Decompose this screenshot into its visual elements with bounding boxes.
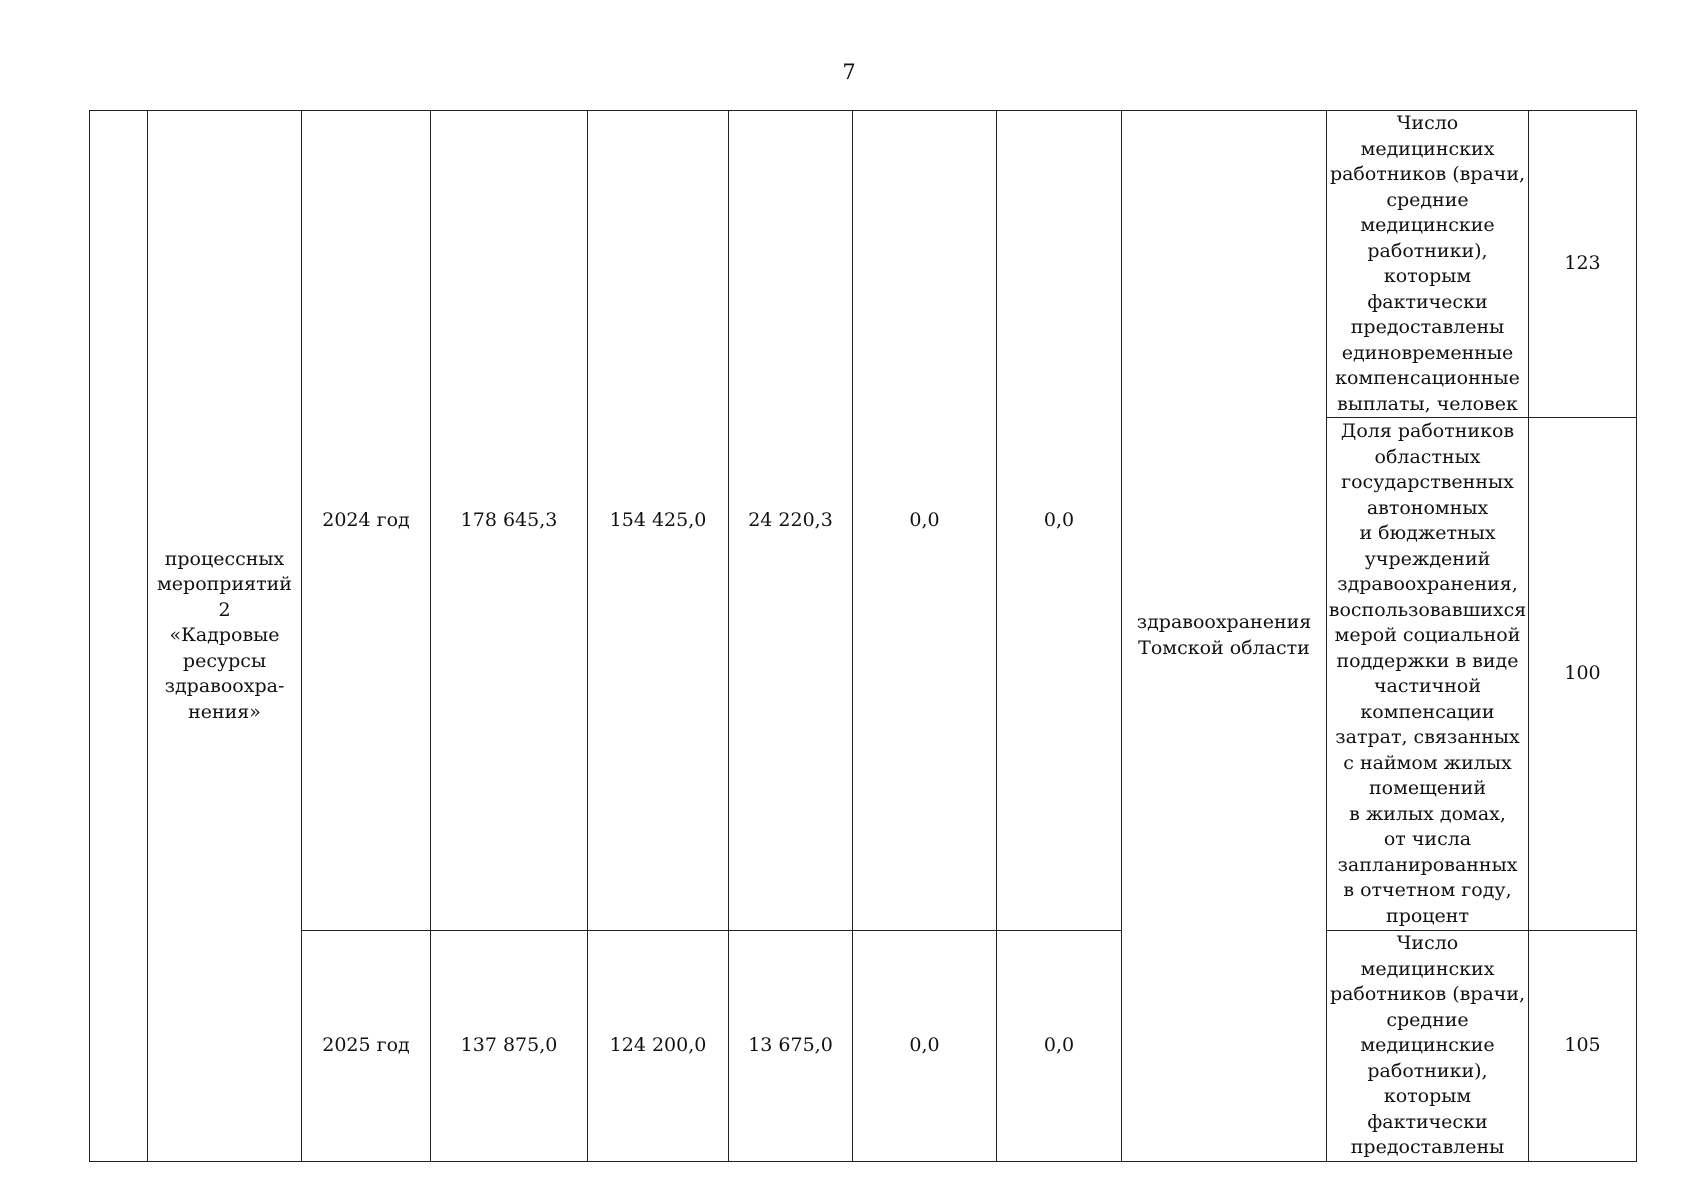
total-2024: 178 645,3	[460, 508, 558, 531]
federal-2024: 154 425,0	[609, 508, 707, 531]
indicator-value: 100	[1564, 662, 1601, 685]
total-cell	[431, 931, 588, 1162]
indicator-cell	[1327, 111, 1529, 418]
local-cell	[853, 111, 997, 931]
activity-name-cell	[148, 111, 302, 1162]
indicator-text: Число медицинских работников (врачи, средние медицинские работники), которым фактически предоставлены единовременные компенсационные выплаты, человек	[1329, 112, 1526, 415]
responsible-executor: здравоохранения Томской области	[1136, 611, 1312, 659]
other-cell	[997, 931, 1122, 1162]
page-number: 7	[842, 60, 856, 84]
year-2024: 2024 год	[322, 508, 410, 531]
regional-cell	[729, 111, 853, 931]
indicator-value: 123	[1564, 252, 1601, 275]
indicator-value-cell	[1529, 111, 1637, 418]
table-row	[90, 111, 1637, 418]
federal-cell	[588, 931, 729, 1162]
program-funding-table	[89, 110, 1637, 1162]
year-2025: 2025 год	[322, 1034, 410, 1056]
other-cell	[997, 111, 1122, 931]
indicator-value-cell	[1529, 931, 1637, 1162]
indicator-value: 105	[1564, 1034, 1601, 1056]
table-row	[90, 931, 1637, 1162]
local-cell	[853, 931, 997, 1162]
total-2025: 137 875,0	[460, 1034, 558, 1056]
indicator-text: Доля работников областных государственных автономных и бюджетных учреждений здравоохранения, воспользовавшихся мерой социальной поддержки в виде частичной компенсации затрат, связанных с наймом жилых помещений в жилых домах, от числа запланированных в отчетном году, процент	[1328, 420, 1527, 927]
year-cell	[302, 931, 431, 1162]
federal-2025: 124 200,0	[609, 1034, 707, 1056]
other-2025: 0,0	[1043, 1034, 1075, 1056]
local-2024: 0,0	[909, 508, 940, 531]
year-cell	[302, 111, 431, 931]
indicator-cell	[1327, 931, 1529, 1162]
total-cell	[431, 111, 588, 931]
activity-name: процессных мероприятий 2 «Кадровые ресурсы здравоохра- нения»	[157, 547, 292, 723]
other-2024: 0,0	[1043, 508, 1075, 531]
federal-cell	[588, 111, 729, 931]
local-2025: 0,0	[909, 1034, 940, 1056]
indicator-cell	[1327, 418, 1529, 931]
responsible-cell	[1122, 111, 1327, 1162]
regional-2024: 24 220,3	[748, 508, 833, 531]
indicator-value-cell	[1529, 418, 1637, 931]
regional-2025: 13 675,0	[748, 1034, 833, 1056]
row-number-cell	[90, 111, 148, 1162]
regional-cell	[729, 931, 853, 1162]
indicator-text: Число медицинских работников (врачи, средние медицинские работники), которым фактически предоставлены	[1329, 932, 1526, 1158]
